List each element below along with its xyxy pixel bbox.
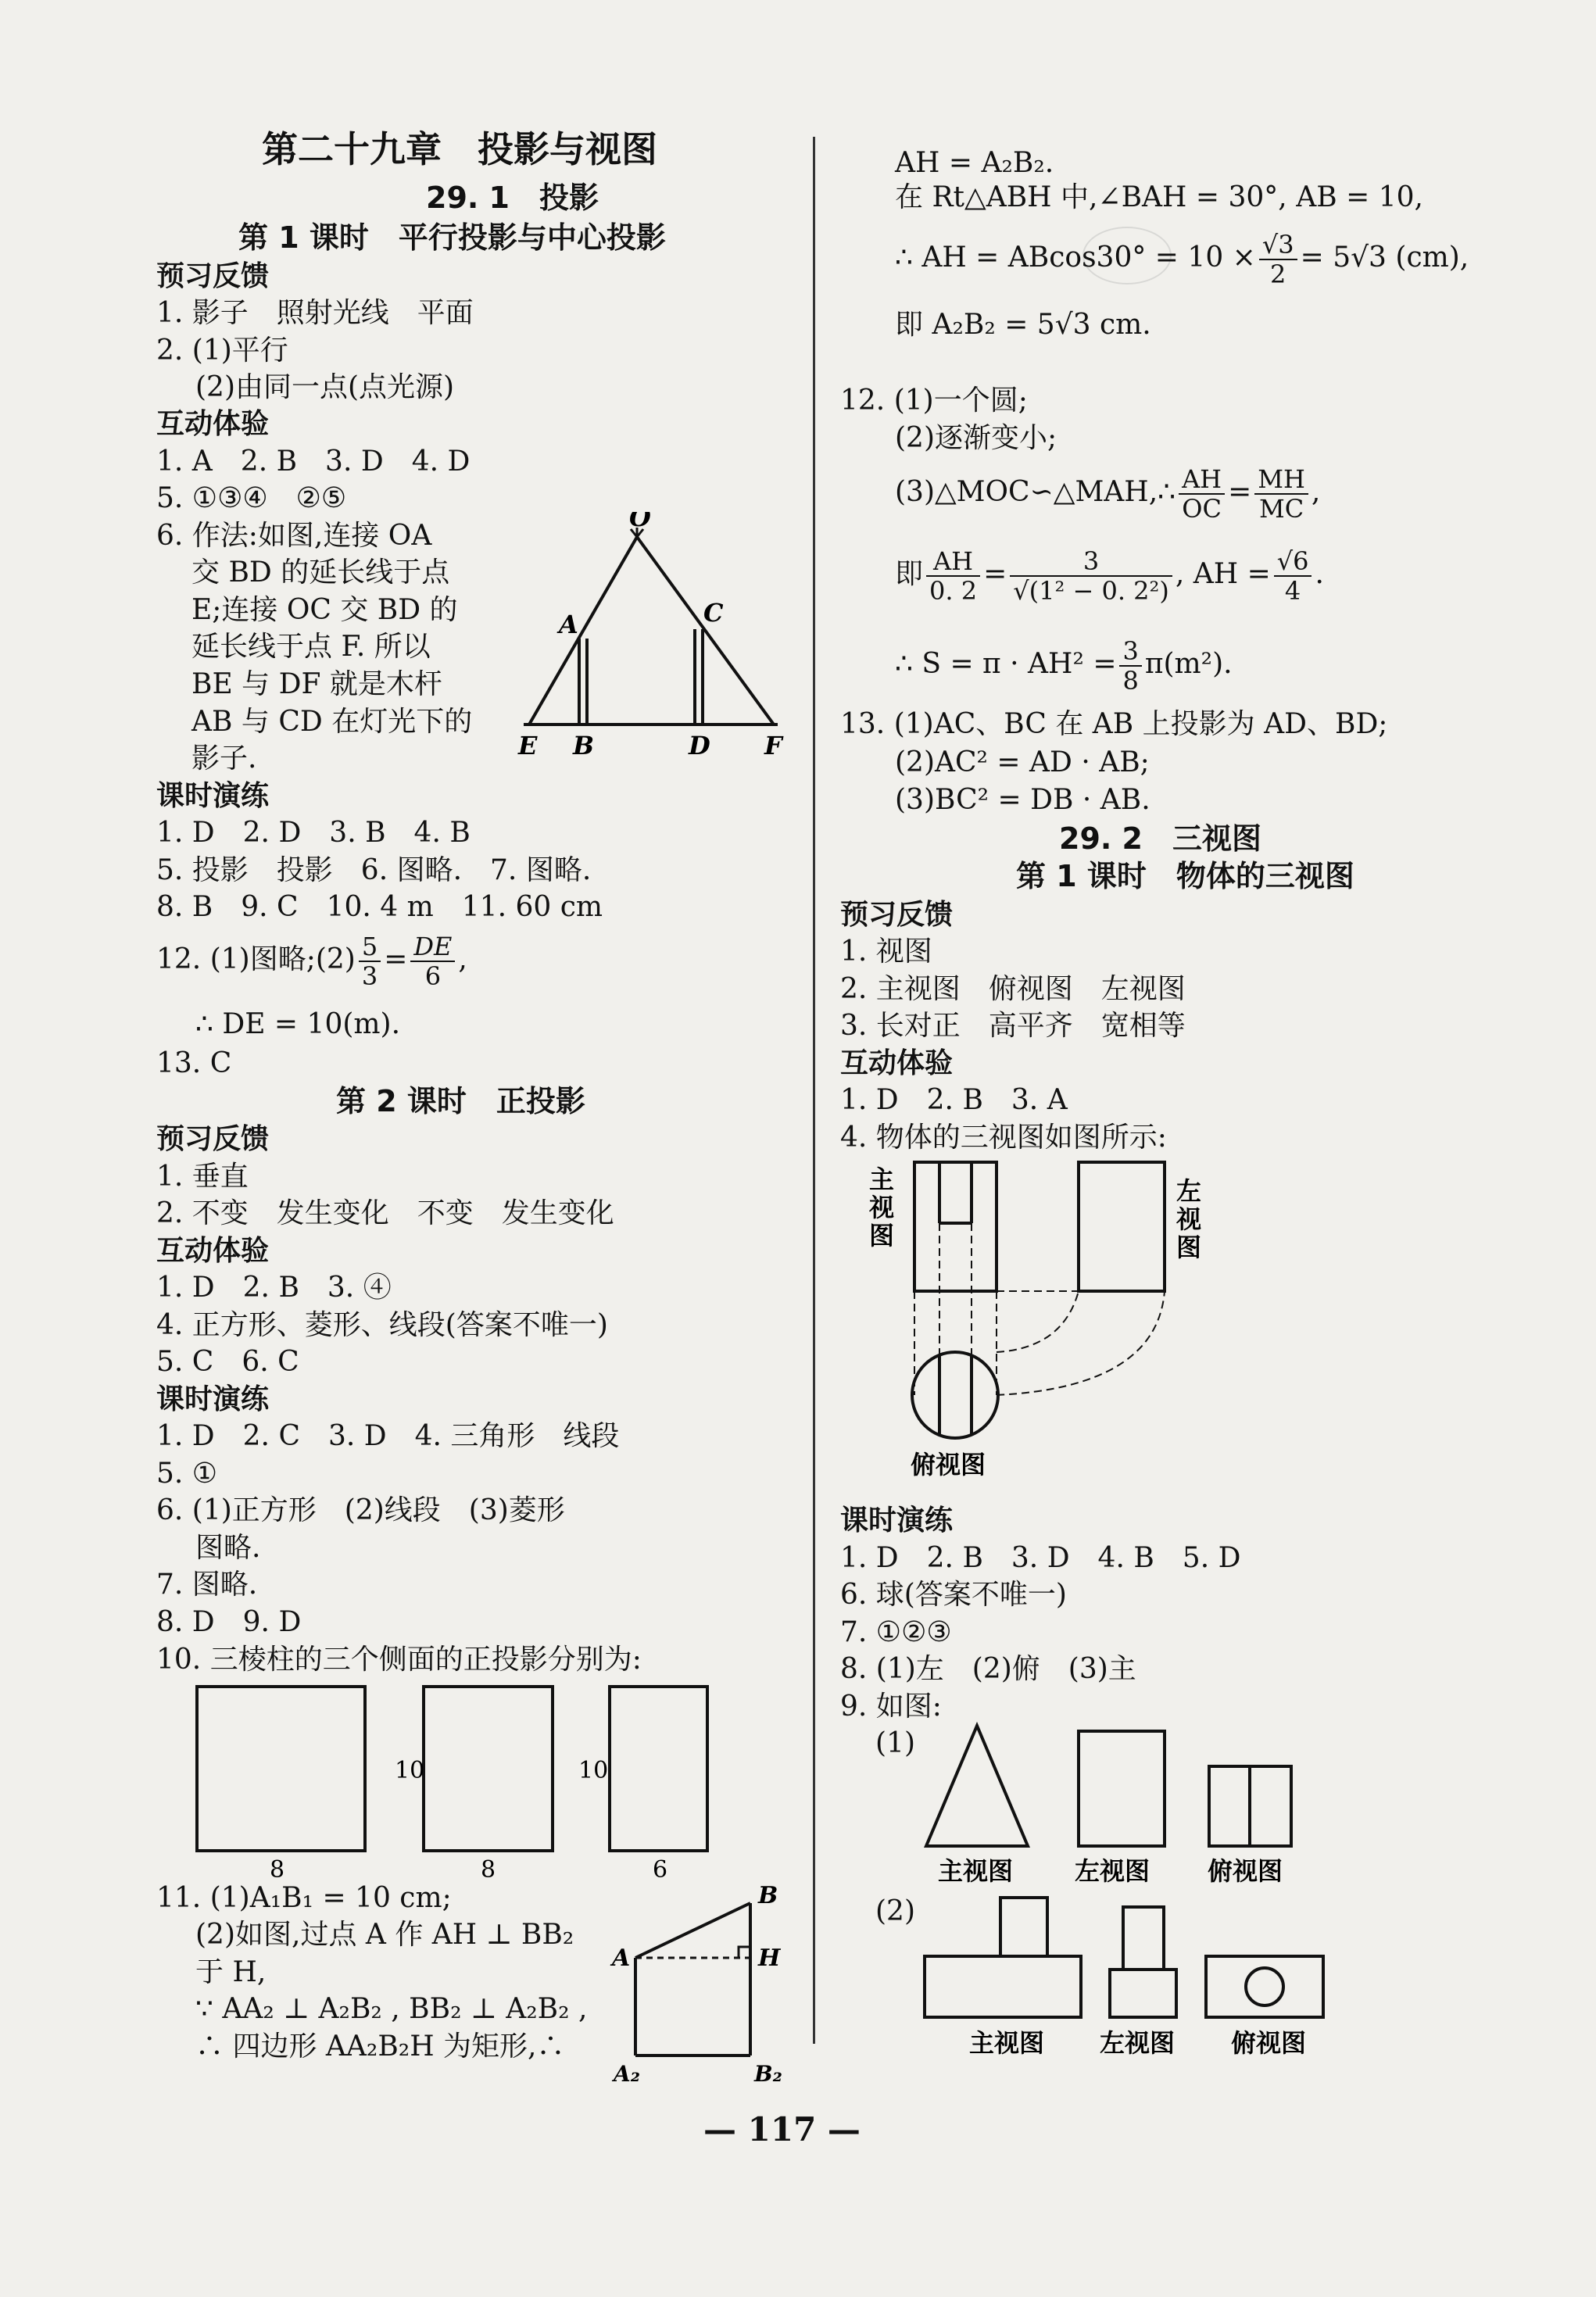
equals: = (384, 943, 408, 975)
label-B2: B₂ (754, 2061, 782, 2087)
answer-line: 即 A₂B₂ = 5√3 cm. (895, 309, 1151, 341)
numerator: 3 (1010, 547, 1172, 577)
answer-line: 6. (1)正方形 (2)线段 (3)菱形 (156, 1494, 565, 1526)
label-A: A (559, 610, 578, 639)
side-label: 10 (578, 1757, 609, 1784)
lesson-title: 第 1 课时 平行投影与中心投影 (238, 220, 666, 255)
label-O: O (629, 512, 651, 532)
view-label: 主视图 (938, 1856, 1014, 1886)
answer-line: 1. A 2. B 3. D 4. D (156, 445, 471, 478)
answer-line: 2. 不变 发生变化 不变 发生变化 (156, 1197, 614, 1229)
three-view-figure (860, 1153, 1251, 1500)
answer-line: ∴ DE = 10(m). (195, 1008, 401, 1040)
answer-line: 于 H, (195, 1956, 267, 1988)
answer-line: 5. ① (156, 1458, 218, 1490)
denominator: 4 (1284, 576, 1301, 606)
answer-line: 2. 主视图 俯视图 左视图 (840, 973, 1186, 1005)
answer-line: 交 BD 的延长线于点 (191, 556, 450, 589)
answer-line: ∴ 四边形 AA₂B₂H 为矩形,∴ (195, 2030, 565, 2063)
answer-line: 1. D 2. B 3. ④ (156, 1272, 392, 1304)
view-label: 左视图 (1100, 2028, 1176, 2058)
numerator: AH (1179, 465, 1225, 495)
answer-line: (2)由同一点(点光源) (195, 371, 455, 403)
label-main-view: 主视图 (869, 1165, 895, 1250)
answer-line-fraction (895, 227, 1469, 289)
fraction (1010, 547, 1172, 605)
heading-preview: 预习反馈 (840, 899, 954, 931)
light-projection-figure (512, 512, 793, 773)
text: = 5√3 (cm), (1300, 242, 1469, 274)
answer-line: ∵ AA₂ ⊥ A₂B₂ , BB₂ ⊥ A₂B₂ , (195, 1993, 588, 2025)
equals: = (983, 558, 1007, 590)
answer-line: 影子. (191, 742, 257, 775)
view-label: 左视图 (1075, 1856, 1150, 1886)
answer-line: 4. 正方形、菱形、线段(答案不唯一) (156, 1309, 608, 1341)
answer-line: 7. 图略. (156, 1569, 258, 1601)
label-A2: A₂ (614, 2061, 640, 2087)
fraction (1254, 465, 1308, 523)
fraction (410, 932, 455, 990)
view-label: 俯视图 (1231, 2028, 1307, 2058)
side-label: 8 (270, 1856, 285, 1884)
numerator: 5 (359, 932, 381, 962)
view-label: 主视图 (969, 2028, 1045, 2058)
column-divider (813, 137, 815, 2044)
label-H: H (758, 1945, 781, 1972)
numerator: DE (410, 932, 455, 962)
answer-line: BE 与 DF 就是木杆 (191, 668, 442, 700)
answer-line: 6. 球(答案不唯一) (840, 1579, 1067, 1611)
answer-line: 6. 作法:如图,连接 OA (156, 520, 432, 552)
answer-line: 1. D 2. B 3. D 4. B 5. D (840, 1542, 1241, 1574)
answer-line: (2)AC² = AD · AB; (895, 746, 1150, 778)
answer-line-fraction (156, 928, 467, 991)
prism-projection-figure (188, 1680, 719, 1887)
lesson-title: 第 1 课时 物体的三视图 (1016, 859, 1354, 893)
answer-line: 2. (1)平行 (156, 335, 288, 367)
answer-line: AH = A₂B₂. (895, 147, 1054, 179)
chapter-title: 第二十九章 投影与视图 (262, 128, 657, 170)
answer-line: 1. D 2. D 3. B 4. B (156, 817, 471, 849)
numerator: MH (1254, 465, 1308, 495)
answer-line: 8. (1)左 (2)俯 (3)主 (840, 1653, 1136, 1685)
text: , (1311, 476, 1321, 508)
text: 即 (895, 558, 924, 590)
label-B: B (758, 1882, 778, 1909)
answer-line: 13. C (156, 1047, 232, 1079)
denominator: 3 (361, 961, 378, 991)
label-B: B (573, 731, 595, 760)
page-number: — 117 — (703, 2110, 861, 2149)
answer-line: 11. (1)A₁B₁ = 10 cm; (156, 1882, 452, 1914)
answer-line: 5. ①③④ ②⑤ (156, 482, 347, 514)
answer-line: 9. 如图: (840, 1691, 942, 1723)
trapezoid-figure (606, 1872, 809, 2094)
text: ∴ S = π · AH² = (895, 648, 1117, 680)
fraction (1179, 465, 1225, 523)
heading-practice: 课时演练 (156, 780, 270, 812)
answer-line: 1. 垂直 (156, 1161, 249, 1193)
denominator: 6 (424, 961, 442, 991)
numerator: √3 (1259, 231, 1297, 260)
label-left-view: 左视图 (1176, 1176, 1202, 1262)
numerator: AH (926, 547, 980, 577)
answer-line: 5. 投影 投影 6. 图略. 7. 图略. (156, 854, 592, 886)
answer-line-fraction (895, 633, 1233, 696)
answer-line: 图略. (195, 1532, 261, 1564)
label-D: D (689, 731, 710, 760)
answer-line: 10. 三棱柱的三个侧面的正投影分别为: (156, 1644, 642, 1676)
side-label: 8 (481, 1856, 496, 1884)
denominator: MC (1258, 494, 1304, 524)
answer-line: E;连接 OC 交 BD 的 (191, 594, 458, 626)
side-label: 10 (395, 1757, 425, 1784)
answer-line: 7. ①②③ (840, 1616, 952, 1648)
text: ∴ AH = ABcos30° = 10 × (895, 242, 1256, 274)
text: (3)△MOC∽△MAH,∴ (895, 476, 1176, 508)
answer-line: (1) (875, 1727, 915, 1759)
answer-line: 延长线于点 F. 所以 (191, 631, 431, 663)
answer-line: (2)如图,过点 A 作 AH ⊥ BB₂ (195, 1919, 574, 1951)
text: , AH = (1175, 558, 1271, 590)
label-E: E (518, 731, 538, 760)
heading-preview: 预习反馈 (156, 1123, 270, 1155)
label-F: F (764, 731, 782, 760)
answer-line: (3)BC² = DB · AB. (895, 784, 1150, 816)
side-label: 6 (653, 1856, 668, 1884)
label-A: A (612, 1945, 631, 1972)
answer-line: AB 与 CD 在灯光下的 (191, 706, 473, 738)
heading-preview: 预习反馈 (156, 260, 270, 292)
answer-line: 8. B 9. C 10. 4 m 11. 60 cm (156, 891, 603, 923)
answer-line: (2) (875, 1895, 915, 1927)
fraction (1274, 547, 1312, 605)
numerator: 3 (1119, 637, 1141, 667)
heading-interact: 互动体验 (156, 1235, 270, 1267)
answer-line: 1. D 2. B 3. A (840, 1084, 1068, 1116)
fraction (926, 547, 980, 605)
answer-line: 5. C 6. C (156, 1346, 299, 1378)
views-figure-1 (918, 1719, 1325, 1894)
answer-line: 13. (1)AC、BC 在 AB 上投影为 AD、BD; (840, 708, 1388, 740)
answer-line-fraction (895, 461, 1320, 524)
fraction (1119, 637, 1141, 695)
section-title: 29. 1 投影 (426, 181, 599, 215)
answer-line: 1. 影子 照射光线 平面 (156, 297, 474, 329)
label-C: C (703, 598, 724, 628)
denominator: 0. 2 (929, 576, 978, 606)
answer-line: 8. D 9. D (156, 1606, 302, 1638)
equals: = (1228, 476, 1252, 508)
answer-line: 3. 长对正 高平齐 宽相等 (840, 1010, 1186, 1042)
answer-line: 12. (1)一个圆; (840, 385, 1028, 417)
heading-practice: 课时演练 (840, 1504, 954, 1537)
denominator: 8 (1122, 666, 1139, 696)
denominator: OC (1182, 494, 1222, 524)
lesson-title: 第 2 课时 正投影 (336, 1084, 585, 1118)
heading-interact: 互动体验 (840, 1047, 954, 1079)
answer-line: 1. 视图 (840, 936, 932, 968)
text: , (458, 943, 467, 975)
answer-line-fraction (895, 543, 1324, 606)
numerator: √6 (1274, 547, 1312, 577)
views-figure-2 (918, 1891, 1356, 2066)
denominator: 2 (1270, 259, 1286, 289)
answer-line: 在 Rt△ABH 中,∠BAH = 30°, AB = 10, (895, 181, 1423, 213)
heading-interact: 互动体验 (156, 408, 270, 440)
answer-line: 4. 物体的三视图如图所示: (840, 1122, 1167, 1154)
heading-practice: 课时演练 (156, 1383, 270, 1415)
answer-line: (2)逐渐变小; (895, 422, 1057, 454)
view-label: 俯视图 (1208, 1856, 1283, 1886)
label-top-view: 俯视图 (911, 1450, 986, 1479)
text: . (1315, 558, 1324, 590)
fraction (359, 932, 381, 990)
denominator: √(1² − 0. 2²) (1013, 576, 1169, 606)
answer-line: 1. D 2. C 3. D 4. 三角形 线段 (156, 1420, 620, 1452)
fraction (1259, 231, 1297, 288)
text: 12. (1)图略;(2) (156, 943, 356, 975)
text: π(m²). (1144, 648, 1233, 680)
section-title: 29. 2 三视图 (1059, 821, 1261, 856)
